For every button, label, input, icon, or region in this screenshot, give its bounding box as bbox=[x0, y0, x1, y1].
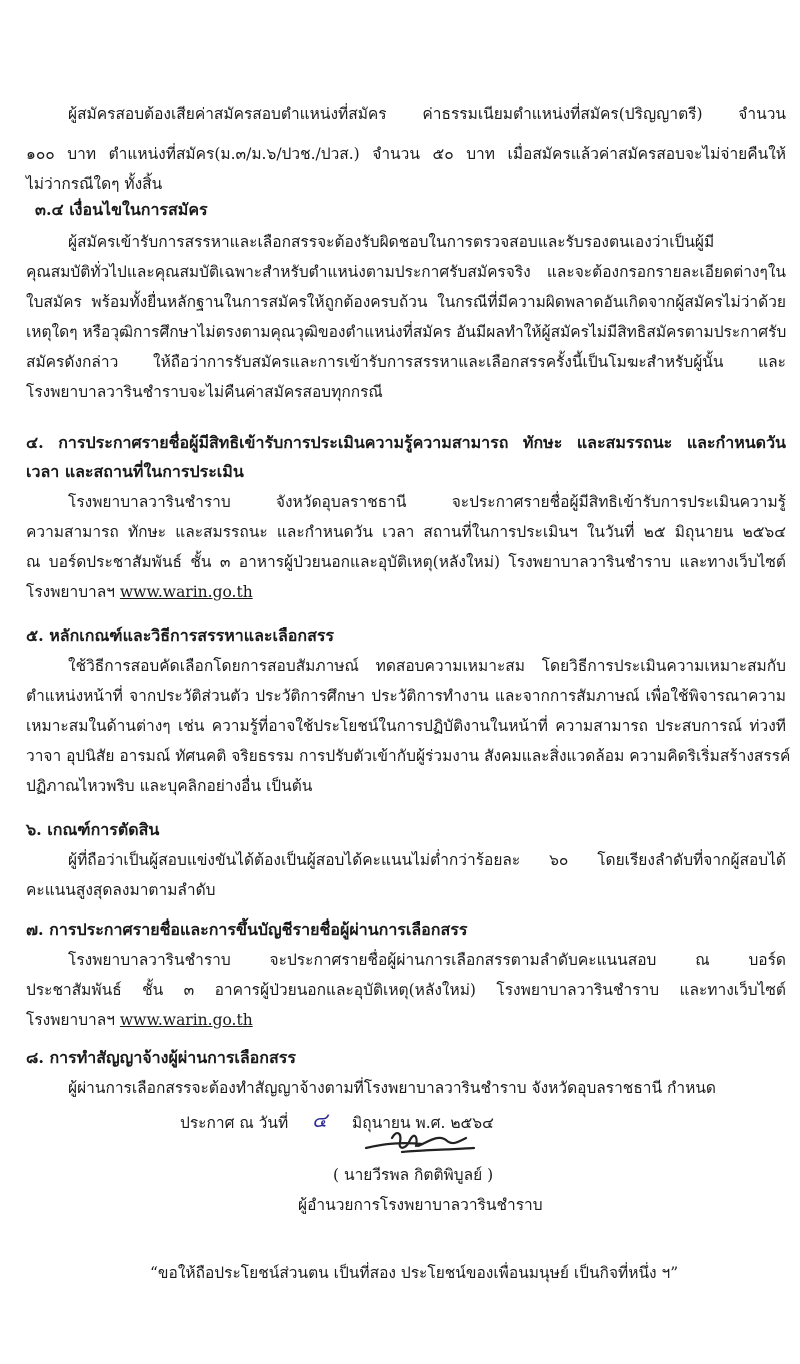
fee-line-1: ผู้สมัครสอบต้องเสียค่าสมัครสอบตำแหน่งที่สมัคร ค่าธรรมเนียมตำแหน่งที่สมัคร(ปริญญาตรี) จำนวน bbox=[68, 105, 786, 123]
section-4-line-2: ความสามารถ ทักษะ และสมรรถนะ และกำหนดวัน เวลา สถานที่ในการประเมินฯ ในวันที่ ๒๕ มิถุนายน ๒๕๖๔ bbox=[26, 523, 786, 541]
announcement-prefix: ประกาศ ณ วันที่ bbox=[180, 1114, 289, 1132]
section-3-4-line-3: ใบสมัคร พร้อมทั้งยื่นหลักฐานในการสมัครให้ถูกต้องครบถ้วน ในกรณีที่มีความผิดพลาดอันเกิดจากผู้สมัครไม่ว่าด้วย bbox=[26, 293, 786, 311]
section-3-4-line-6: โรงพยาบาลวารินชำราบจะไม่คืนค่าสมัครสอบทุกกรณี bbox=[26, 383, 383, 401]
section-7-line-3 bbox=[26, 1010, 253, 1030]
section-7-line-2: ประชาสัมพันธ์ ชั้น ๓ อาคารผู้ป่วยนอกและอุบัติเหตุ(หลังใหม่) โรงพยาบาลวารินชำราบ และทางเว็บไซต์ bbox=[26, 981, 786, 999]
section-8-line: ผู้ผ่านการเลือกสรรจะต้องทำสัญญาจ้างตามที่โรงพยาบาลวารินชำราบ จังหวัดอุบลราชธานี กำหนด bbox=[68, 1079, 716, 1097]
section-3-4-line-4: เหตุใดๆ หรือวุฒิการศึกษาไม่ตรงตามคุณวุฒิของตำแหน่งที่สมัคร อันมีผลทำให้ผู้สมัครไม่มีสิทธิสมัครตามประกาศรับ bbox=[26, 323, 787, 341]
section-6-line-1: ผู้ที่ถือว่าเป็นผู้สอบแข่งขันได้ต้องเป็นผู้สอบได้คะแนนไม่ต่ำกว่าร้อยละ ๖๐ โดยเรียงลำดับที่จากผู้สอบได้ bbox=[68, 851, 786, 869]
section-5-heading: ๕. หลักเกณฑ์และวิธีการสรรหาและเลือกสรร bbox=[26, 626, 335, 645]
section-5-line-3: เหมาะสมในด้านต่างๆ เช่น ความรู้ที่อาจใช้ประโยชน์ในการปฏิบัติงานในหน้าที่ ความสามารถ ประสบการณ์ ท่วงที bbox=[26, 717, 786, 735]
website-link[interactable]: www.warin.go.th bbox=[119, 1011, 253, 1029]
section-3-4-line-1: ผู้สมัครเข้ารับการสรรหาและเลือกสรรจะต้องรับผิดชอบในการตรวจสอบและรับรองตนเองว่าเป็นผู้มี bbox=[68, 233, 715, 251]
signatory-name: ( นายวีรพล กิตติพิบูลย์ ) bbox=[333, 1166, 494, 1184]
section-5-line-2: ตำแหน่งหน้าที่ จากประวัติส่วนตัว ประวัติการศึกษา ประวัติการทำงาน และจากการสัมภาษณ์ เพื่อใช้พิจารณาความ bbox=[26, 687, 786, 705]
announcement-date-suffix: มิถุนายน พ.ศ. ๒๕๖๔ bbox=[352, 1114, 494, 1132]
section-5-line-1: ใช้วิธีการสอบคัดเลือกโดยการสอบสัมภาษณ์ ทดสอบความเหมาะสม โดยวิธีการประเมินความเหมาะสมกับ bbox=[68, 657, 786, 675]
announcement-day: ๔ bbox=[312, 1108, 328, 1132]
fee-line-2: ๑๐๐ บาท ตำแหน่งที่สมัคร(ม.๓/ม.๖/ปวช./ปวส.) จำนวน ๕๐ บาท เมื่อสมัครแล้วค่าสมัครสอบจะไม่จ่ายคืนให้ bbox=[26, 145, 786, 163]
section-4-line-3: ณ บอร์ดประชาสัมพันธ์ ชั้น ๓ อาหารผู้ป่วยนอกและอุบัติเหตุ(หลังใหม่) โรงพยาบาลวารินชำราบ และทางเว็บไซต์ bbox=[26, 553, 786, 571]
motto: “ขอให้ถือประโยชน์ส่วนตน เป็นที่สอง ประโยชน์ของเพื่อนมนุษย์ เป็นกิจที่หนึ่ง ฯ” bbox=[150, 1264, 679, 1282]
section-3-4-heading: ๓.๔ เงื่อนไขในการสมัคร bbox=[35, 200, 208, 219]
section-5-line-5: ปฏิภาณไหวพริบ และบุคลิกอย่างอื่น เป็นต้น bbox=[26, 777, 313, 795]
section-4-line-4 bbox=[26, 582, 253, 602]
section-4-line-1: โรงพยาบาลวารินชำราบ จังหวัดอุบลราชธานี จะประกาศรายชื่อผู้มีสิทธิเข้ารับการประเมินความรู้ bbox=[68, 493, 786, 511]
section-7-heading: ๗. การประกาศรายชื่อและการขึ้นบัญชีรายชื่อผู้ผ่านการเลือกสรร bbox=[26, 920, 468, 939]
section-5-line-4: วาจา อุปนิสัย อารมณ์ ทัศนคติ จริยธรรม การปรับตัวเข้ากับผู้ร่วมงาน สังคมและสิ่งแวดล้อม ความคิดริเริ่มสร้างสรรค์ bbox=[26, 747, 791, 765]
section-4-line-4-prefix: โรงพยาบาลฯ bbox=[26, 583, 120, 601]
section-4-heading-line-1: ๔. การประกาศรายชื่อผู้มีสิทธิเข้ารับการประเมินความรู้ความสามารถ ทักษะ และสมรรถนะ และกำหนดวัน bbox=[26, 433, 786, 452]
website-link[interactable]: www.warin.go.th bbox=[119, 583, 253, 601]
section-3-4-line-5: สมัครดังกล่าว ให้ถือว่าการรับสมัครและการเข้ารับการสรรหาและเลือกสรรครั้งนี้เป็นโมฆะสำหรับผู้นั้น และ bbox=[26, 353, 786, 371]
section-3-4-line-2: คุณสมบัติทั่วไปและคุณสมบัติเฉพาะสำหรับตำแหน่งตามประกาศรับสมัครจริง และจะต้องกรอกรายละเอียดต่างๆใน bbox=[26, 263, 786, 281]
section-7-line-1: โรงพยาบาลวารินชำราบ จะประกาศรายชื่อผู้ผ่านการเลือกสรรตามลำดับคะแนนสอบ ณ บอร์ด bbox=[68, 951, 786, 969]
fee-line-3: ไม่ว่ากรณีใดๆ ทั้งสิ้น bbox=[26, 175, 163, 193]
section-8-heading: ๘. การทำสัญญาจ้างผู้ผ่านการเลือกสรร bbox=[26, 1048, 296, 1067]
section-7-line-3-prefix: โรงพยาบาลฯ bbox=[26, 1011, 120, 1029]
section-6-heading: ๖. เกณฑ์การตัดสิน bbox=[26, 820, 160, 839]
section-6-line-2: คะแนนสูงสุดลงมาตามลำดับ bbox=[26, 881, 216, 899]
signature-icon bbox=[362, 1120, 482, 1164]
section-4-heading-line-2: เวลา และสถานที่ในการประเมิน bbox=[26, 462, 244, 481]
signatory-title: ผู้อำนวยการโรงพยาบาลวารินชำราบ bbox=[298, 1196, 543, 1214]
